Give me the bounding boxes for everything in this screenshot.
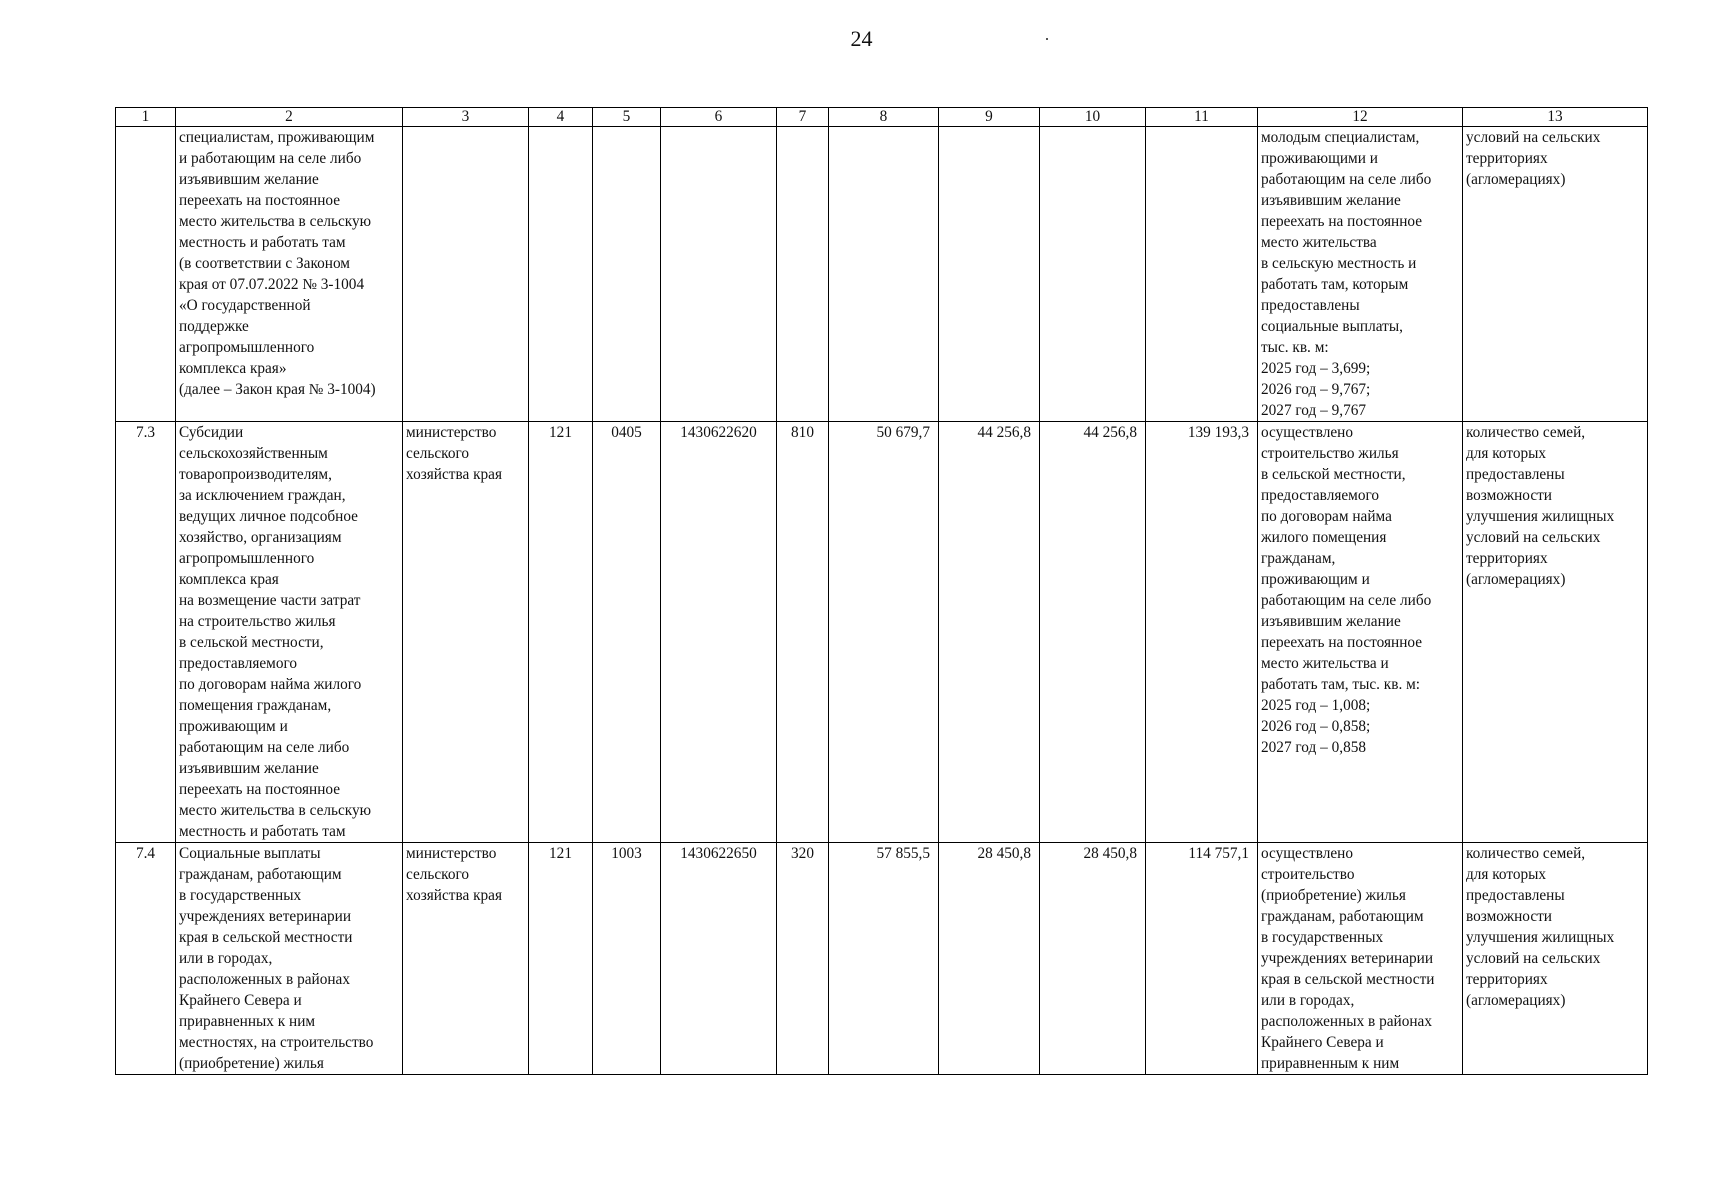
col-header-8: 8	[829, 108, 939, 127]
cell-vr: 810	[777, 422, 829, 843]
cell-csr	[661, 127, 777, 422]
cell-indicator: условий на сельских территориях (агломерациях)	[1463, 127, 1648, 422]
cell-vr	[777, 127, 829, 422]
col-header-12: 12	[1258, 108, 1463, 127]
scan-speck	[1046, 38, 1048, 40]
cell-2025: 57 855,5	[829, 843, 939, 1075]
cell-2027	[1040, 127, 1146, 422]
cell-csr: 1430622650	[661, 843, 777, 1075]
cell-num	[116, 127, 176, 422]
cell-total: 114 757,1	[1146, 843, 1258, 1075]
col-header-1: 1	[116, 108, 176, 127]
page-number: 24	[850, 26, 873, 51]
cell-2026	[939, 127, 1040, 422]
cell-result: молодым специалистам, проживающими и работающим на селе либо изъявившим желание переехать на постоянное место жительства в сельскую местность и работать там, которым предоставлены социальные выплаты, тыс. кв. м: 2025 год – 3,699; 2026 год – 9,767; 2027 год – 9,767	[1258, 127, 1463, 422]
cell-total: 139 193,3	[1146, 422, 1258, 843]
cell-total	[1146, 127, 1258, 422]
cell-csr: 1430622620	[661, 422, 777, 843]
cell-executor: министерство сельского хозяйства края	[403, 843, 529, 1075]
col-header-7: 7	[777, 108, 829, 127]
program-measures-table	[115, 107, 1648, 1075]
table-row-7-4	[116, 843, 1648, 1075]
col-header-13: 13	[1463, 108, 1648, 127]
cell-rzpr: 0405	[593, 422, 661, 843]
col-header-9: 9	[939, 108, 1040, 127]
cell-name: специалистам, проживающим и работающим на селе либо изъявившим желание переехать на постоянное место жительства в сельскую местность и работать там (в соответствии с Законом края от 07.07.2022 № 3-1004 «О государственной поддержке агропромышленного комплекса края» (далее – Закон края № 3-1004)	[176, 127, 403, 422]
cell-2026: 44 256,8	[939, 422, 1040, 843]
col-header-6: 6	[661, 108, 777, 127]
cell-indicator: количество семей, для которых предоставлены возможности улучшения жилищных условий на сельских территориях (агломерациях)	[1463, 422, 1648, 843]
table-row-continuation	[116, 127, 1648, 422]
cell-grbs	[529, 127, 593, 422]
cell-rzpr	[593, 127, 661, 422]
cell-vr: 320	[777, 843, 829, 1075]
cell-executor	[403, 127, 529, 422]
col-header-3: 3	[403, 108, 529, 127]
col-header-4: 4	[529, 108, 593, 127]
col-header-2: 2	[176, 108, 403, 127]
table-row-7-3	[116, 422, 1648, 843]
cell-2027: 44 256,8	[1040, 422, 1146, 843]
cell-grbs: 121	[529, 422, 593, 843]
cell-grbs: 121	[529, 843, 593, 1075]
cell-2025	[829, 127, 939, 422]
cell-name: Социальные выплаты гражданам, работающим в государственных учреждениях ветеринарии края в сельской местности или в городах, расположенных в районах Крайнего Севера и приравненных к ним местностях, на строительство (приобретение) жилья	[176, 843, 403, 1075]
cell-result: осуществлено строительство жилья в сельской местности, предоставляемого по договорам найма жилого помещения гражданам, проживающим и работающим на селе либо изъявившим желание переехать на постоянное место жительства и работать там, тыс. кв. м: 2025 год – 1,008; 2026 год – 0,858; 2027 год – 0,858	[1258, 422, 1463, 843]
cell-2025: 50 679,7	[829, 422, 939, 843]
col-header-11: 11	[1146, 108, 1258, 127]
cell-executor: министерство сельского хозяйства края	[403, 422, 529, 843]
cell-num: 7.3	[116, 422, 176, 843]
cell-2027: 28 450,8	[1040, 843, 1146, 1075]
col-header-10: 10	[1040, 108, 1146, 127]
cell-2026: 28 450,8	[939, 843, 1040, 1075]
column-number-row	[116, 108, 1648, 127]
cell-rzpr: 1003	[593, 843, 661, 1075]
cell-name: Субсидии сельскохозяйственным товаропроизводителям, за исключением граждан, ведущих личное подсобное хозяйство, организациям агропромышленного комплекса края на возмещение части затрат на строительство жилья в сельской местности, предоставляемого по договорам найма жилого помещения гражданам, проживающим и работающим на селе либо изъявившим желание переехать на постоянное место жительства в сельскую местность и работать там	[176, 422, 403, 843]
col-header-5: 5	[593, 108, 661, 127]
cell-indicator: количество семей, для которых предоставлены возможности улучшения жилищных условий на сельских территориях (агломерациях)	[1463, 843, 1648, 1075]
cell-num: 7.4	[116, 843, 176, 1075]
cell-result: осуществлено строительство (приобретение) жилья гражданам, работающим в государственных учреждениях ветеринарии края в сельской местности или в городах, расположенных в районах Крайнего Севера и приравненным к ним	[1258, 843, 1463, 1075]
